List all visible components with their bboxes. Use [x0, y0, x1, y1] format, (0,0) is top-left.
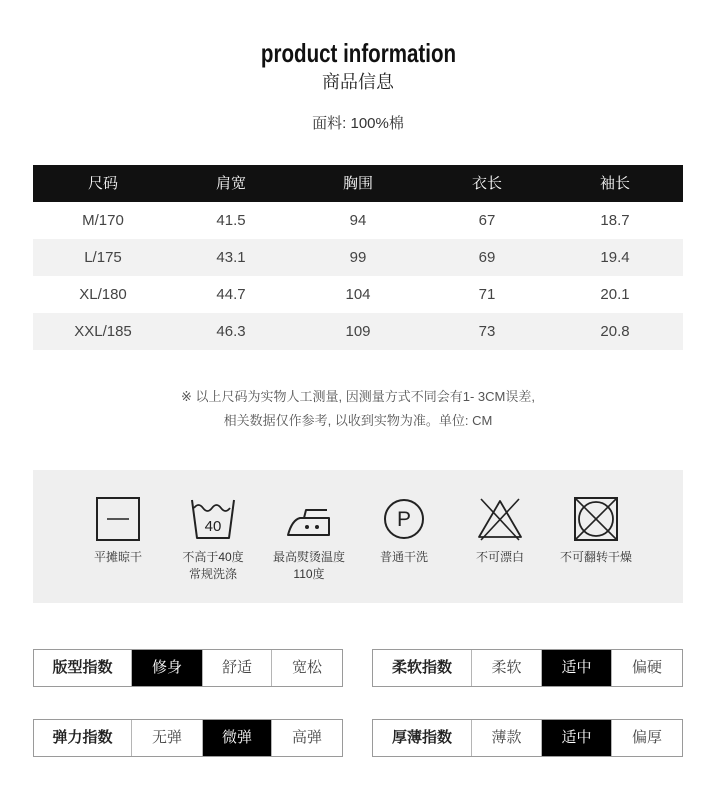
- sleeve-cell: 18.7: [600, 212, 630, 229]
- index-option: 薄款: [471, 720, 541, 756]
- length-cell: 71: [478, 286, 496, 303]
- chest-cell: 109: [345, 323, 371, 340]
- care-label-line: 不可翻转干燥: [559, 550, 632, 564]
- length-cell: 69: [478, 249, 496, 266]
- sleeve-cell: 20.8: [600, 323, 630, 340]
- column-header-size: 尺码: [87, 175, 118, 192]
- care-label: [70, 549, 166, 566]
- elasticity-index: [33, 719, 343, 757]
- index-option: 高弹: [271, 720, 342, 756]
- size-cell: XXL/185: [74, 323, 132, 340]
- column-header-sleeve: 袖长: [599, 175, 630, 192]
- fabric-info: 面料: 100%棉: [312, 115, 404, 132]
- dry-clean-icon: [380, 495, 428, 543]
- softness-index: [372, 649, 683, 687]
- thickness-index: [372, 719, 683, 757]
- index-option: 修身: [131, 650, 202, 686]
- index-option: 微弹: [202, 720, 271, 756]
- dry-clean-letter: P: [396, 508, 412, 531]
- index-option: 适中: [541, 720, 611, 756]
- title-en-wrapper: [0, 37, 716, 74]
- no-bleach-icon: [476, 495, 524, 543]
- care-label-line: 不高于40度: [182, 550, 244, 564]
- care-item-wash: [165, 470, 261, 603]
- shoulder-cell: 41.5: [216, 212, 246, 229]
- care-item-dry-flat: [70, 470, 166, 603]
- care-instructions-panel: [33, 470, 683, 603]
- shoulder-cell: 44.7: [216, 286, 246, 303]
- fit-index: [33, 649, 343, 687]
- dry-flat-icon: [94, 495, 142, 543]
- page-title-cn: 商品信息: [322, 72, 394, 92]
- chest-cell: 94: [349, 212, 367, 229]
- sleeve-cell: 20.1: [600, 286, 630, 303]
- care-item-iron: [261, 470, 357, 603]
- table-row: [33, 202, 683, 239]
- chest-cell: 99: [349, 249, 367, 266]
- size-table-header: [33, 165, 683, 202]
- index-option: 柔软: [471, 650, 541, 686]
- care-item-no-bleach: [452, 470, 548, 603]
- care-item-dry-clean: [356, 470, 452, 603]
- care-label: [452, 549, 548, 566]
- fit-index-label: 版型指数: [52, 659, 113, 676]
- column-header-length: 衣长: [471, 175, 502, 192]
- size-cell: M/170: [82, 212, 124, 229]
- length-cell: 73: [478, 323, 496, 340]
- table-row: [33, 276, 683, 313]
- care-label-line: 普通干洗: [379, 550, 428, 564]
- softness-index-label: 柔软指数: [391, 659, 452, 676]
- chest-cell: 104: [345, 286, 371, 303]
- care-label: [165, 549, 261, 583]
- wash-temperature-text: 40: [204, 518, 222, 535]
- page-title-en: product information: [260, 38, 456, 68]
- table-row: [33, 239, 683, 276]
- no-tumble-dry-icon: [572, 495, 620, 543]
- wash-40-icon: [189, 495, 237, 543]
- care-label: [548, 549, 644, 566]
- care-label-line: 平摊晾干: [93, 550, 142, 564]
- care-item-no-tumble-dry: [548, 470, 644, 603]
- care-label-line: 110度: [293, 567, 325, 581]
- sleeve-cell: 19.4: [600, 249, 630, 266]
- care-label: [356, 549, 452, 566]
- index-option: 舒适: [202, 650, 271, 686]
- column-header-chest: 胸围: [342, 175, 373, 192]
- index-option: 适中: [541, 650, 611, 686]
- index-option: 无弹: [131, 720, 202, 756]
- iron-icon: [285, 495, 333, 543]
- shoulder-cell: 46.3: [216, 323, 246, 340]
- thickness-index-label: 厚薄指数: [391, 729, 452, 746]
- index-option: 偏厚: [611, 720, 682, 756]
- reference-note: 相关数据仅作参考, 以收到实物为准。单位: CM: [223, 413, 493, 428]
- care-label-line: 常规洗涤: [188, 567, 237, 581]
- shoulder-cell: 43.1: [216, 249, 246, 266]
- index-option: 偏硬: [611, 650, 682, 686]
- measurement-note: ※ 以上尺码为实物人工测量, 因测量方式不同会有1- 3CM误差,: [181, 389, 535, 404]
- size-cell: L/175: [84, 249, 122, 266]
- table-row: [33, 313, 683, 350]
- index-option: 宽松: [271, 650, 342, 686]
- elasticity-index-label: 弹力指数: [52, 729, 113, 746]
- care-label-line: 不可漂白: [475, 550, 524, 564]
- length-cell: 67: [478, 212, 496, 229]
- column-header-shoulder: 肩宽: [215, 175, 246, 192]
- care-label-line: 最高熨烫温度: [272, 550, 345, 564]
- size-cell: XL/180: [79, 286, 127, 303]
- care-label: [261, 549, 357, 583]
